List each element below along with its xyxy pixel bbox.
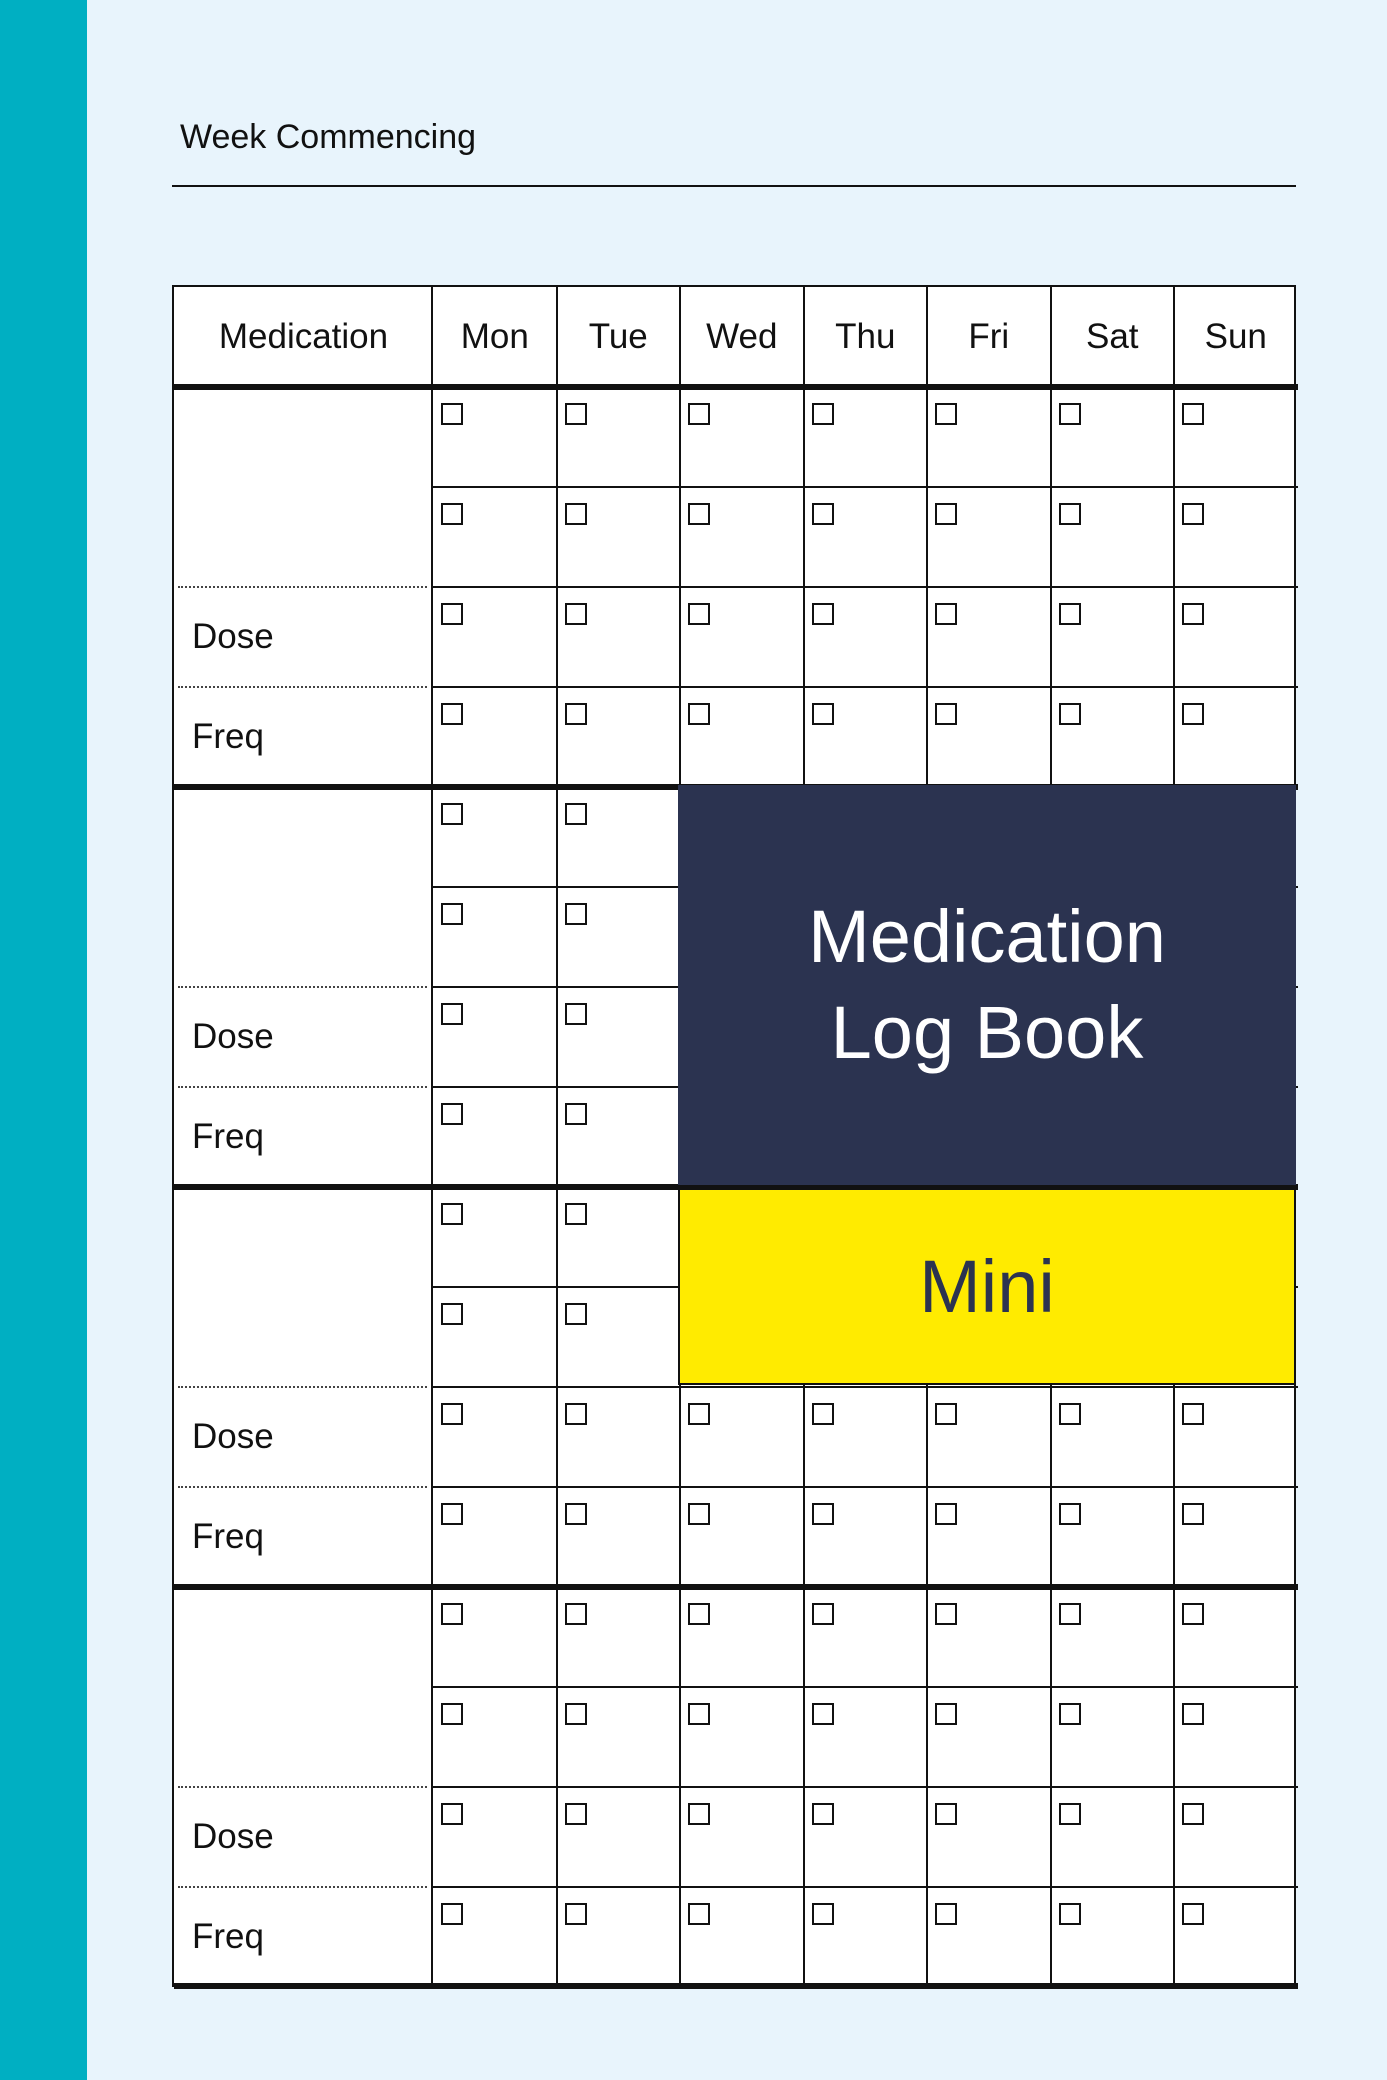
block-divider [174, 1584, 1298, 1590]
checkbox[interactable] [935, 703, 957, 725]
subtitle-box [678, 1188, 1296, 1385]
checkbox[interactable] [1182, 603, 1204, 625]
checkbox[interactable] [1182, 1703, 1204, 1725]
checkbox[interactable] [812, 1703, 834, 1725]
checkbox[interactable] [565, 703, 587, 725]
checkbox[interactable] [441, 1203, 463, 1225]
checkbox[interactable] [1059, 603, 1081, 625]
checkbox[interactable] [935, 1503, 957, 1525]
checkbox[interactable] [1182, 503, 1204, 525]
row-divider [433, 686, 1298, 688]
checkbox[interactable] [441, 1003, 463, 1025]
dotted-separator [178, 1786, 427, 1788]
checkbox[interactable] [688, 403, 710, 425]
checkbox[interactable] [565, 403, 587, 425]
checkbox[interactable] [1059, 1903, 1081, 1925]
week-commencing-line [172, 185, 1296, 187]
day-header-sat: Sat [1085, 317, 1139, 356]
checkbox[interactable] [565, 1803, 587, 1825]
checkbox[interactable] [1182, 1603, 1204, 1625]
dose-label: Dose [192, 1017, 274, 1056]
checkbox[interactable] [812, 503, 834, 525]
checkbox[interactable] [441, 503, 463, 525]
checkbox[interactable] [812, 1403, 834, 1425]
checkbox[interactable] [565, 1303, 587, 1325]
checkbox[interactable] [688, 1603, 710, 1625]
checkbox[interactable] [935, 503, 957, 525]
checkbox[interactable] [935, 403, 957, 425]
checkbox[interactable] [688, 1503, 710, 1525]
checkbox[interactable] [812, 1903, 834, 1925]
row-divider [433, 1686, 1298, 1688]
row-divider [433, 1486, 1298, 1488]
checkbox[interactable] [1059, 403, 1081, 425]
checkbox[interactable] [1182, 1903, 1204, 1925]
checkbox[interactable] [441, 1703, 463, 1725]
column-divider [556, 287, 558, 1989]
checkbox[interactable] [565, 1003, 587, 1025]
checkbox[interactable] [565, 1703, 587, 1725]
checkbox[interactable] [1182, 1403, 1204, 1425]
checkbox[interactable] [812, 603, 834, 625]
block-divider [174, 384, 1298, 390]
dotted-separator [178, 986, 427, 988]
checkbox[interactable] [441, 603, 463, 625]
checkbox[interactable] [1059, 703, 1081, 725]
checkbox[interactable] [565, 803, 587, 825]
checkbox[interactable] [688, 703, 710, 725]
block-divider [174, 1983, 1298, 1989]
row-divider [433, 486, 1298, 488]
checkbox[interactable] [565, 1903, 587, 1925]
checkbox[interactable] [1182, 1503, 1204, 1525]
checkbox[interactable] [565, 603, 587, 625]
dose-label: Dose [192, 1817, 274, 1856]
row-divider [433, 1386, 1298, 1388]
checkbox[interactable] [1059, 503, 1081, 525]
freq-label: Freq [192, 1917, 264, 1956]
checkbox[interactable] [935, 1403, 957, 1425]
title-line-2: Log Book [830, 991, 1144, 1074]
dotted-separator [178, 1086, 427, 1088]
checkbox[interactable] [565, 903, 587, 925]
checkbox[interactable] [688, 1903, 710, 1925]
column-divider [431, 287, 433, 1989]
checkbox[interactable] [565, 503, 587, 525]
checkbox[interactable] [565, 1203, 587, 1225]
checkbox[interactable] [812, 1603, 834, 1625]
dotted-separator [178, 686, 427, 688]
checkbox[interactable] [441, 803, 463, 825]
subtitle: Mini [919, 1245, 1055, 1328]
checkbox[interactable] [1182, 703, 1204, 725]
checkbox[interactable] [935, 1903, 957, 1925]
title-box [678, 785, 1296, 1185]
row-divider [433, 1786, 1298, 1788]
day-header-mon: Mon [460, 317, 529, 356]
checkbox[interactable] [1059, 1403, 1081, 1425]
row-divider [433, 1886, 1298, 1888]
checkbox[interactable] [441, 903, 463, 925]
checkbox[interactable] [441, 1403, 463, 1425]
checkbox[interactable] [1182, 1803, 1204, 1825]
checkbox[interactable] [688, 1803, 710, 1825]
checkbox[interactable] [441, 1803, 463, 1825]
checkbox[interactable] [441, 703, 463, 725]
freq-label: Freq [192, 717, 264, 756]
checkbox[interactable] [441, 1503, 463, 1525]
checkbox[interactable] [441, 1303, 463, 1325]
checkbox[interactable] [441, 1603, 463, 1625]
checkbox[interactable] [1059, 1703, 1081, 1725]
medication-header: Medication [218, 317, 389, 356]
dotted-separator [178, 1886, 427, 1888]
checkbox[interactable] [441, 403, 463, 425]
checkbox[interactable] [565, 1603, 587, 1625]
day-header-tue: Tue [588, 317, 648, 356]
checkbox[interactable] [935, 1803, 957, 1825]
dose-label: Dose [192, 1417, 274, 1456]
checkbox[interactable] [688, 603, 710, 625]
checkbox[interactable] [565, 1103, 587, 1125]
checkbox[interactable] [812, 703, 834, 725]
checkbox[interactable] [688, 1703, 710, 1725]
title-line-1: Medication [808, 895, 1166, 978]
checkbox[interactable] [812, 1803, 834, 1825]
day-header-thu: Thu [835, 317, 896, 356]
checkbox[interactable] [565, 1503, 587, 1525]
dotted-separator [178, 1386, 427, 1388]
checkbox[interactable] [935, 1603, 957, 1625]
checkbox[interactable] [935, 603, 957, 625]
medication-log-table [172, 285, 1296, 1987]
week-commencing-label: Week Commencing [180, 118, 477, 156]
dotted-separator [178, 1486, 427, 1488]
day-header-sun: Sun [1204, 317, 1267, 356]
dotted-separator [178, 586, 427, 588]
freq-label: Freq [192, 1117, 264, 1156]
checkbox[interactable] [688, 1403, 710, 1425]
checkbox[interactable] [688, 503, 710, 525]
checkbox[interactable] [1182, 403, 1204, 425]
day-header-wed: Wed [706, 317, 778, 356]
checkbox[interactable] [441, 1903, 463, 1925]
checkbox[interactable] [1059, 1803, 1081, 1825]
cover-spine-stripe [0, 0, 87, 2080]
checkbox[interactable] [565, 1403, 587, 1425]
day-header-fri: Fri [968, 317, 1010, 356]
checkbox[interactable] [935, 1703, 957, 1725]
dose-label: Dose [192, 617, 274, 656]
checkbox[interactable] [1059, 1603, 1081, 1625]
freq-label: Freq [192, 1517, 264, 1556]
checkbox[interactable] [812, 403, 834, 425]
checkbox[interactable] [441, 1103, 463, 1125]
row-divider [433, 586, 1298, 588]
checkbox[interactable] [1059, 1503, 1081, 1525]
checkbox[interactable] [812, 1503, 834, 1525]
